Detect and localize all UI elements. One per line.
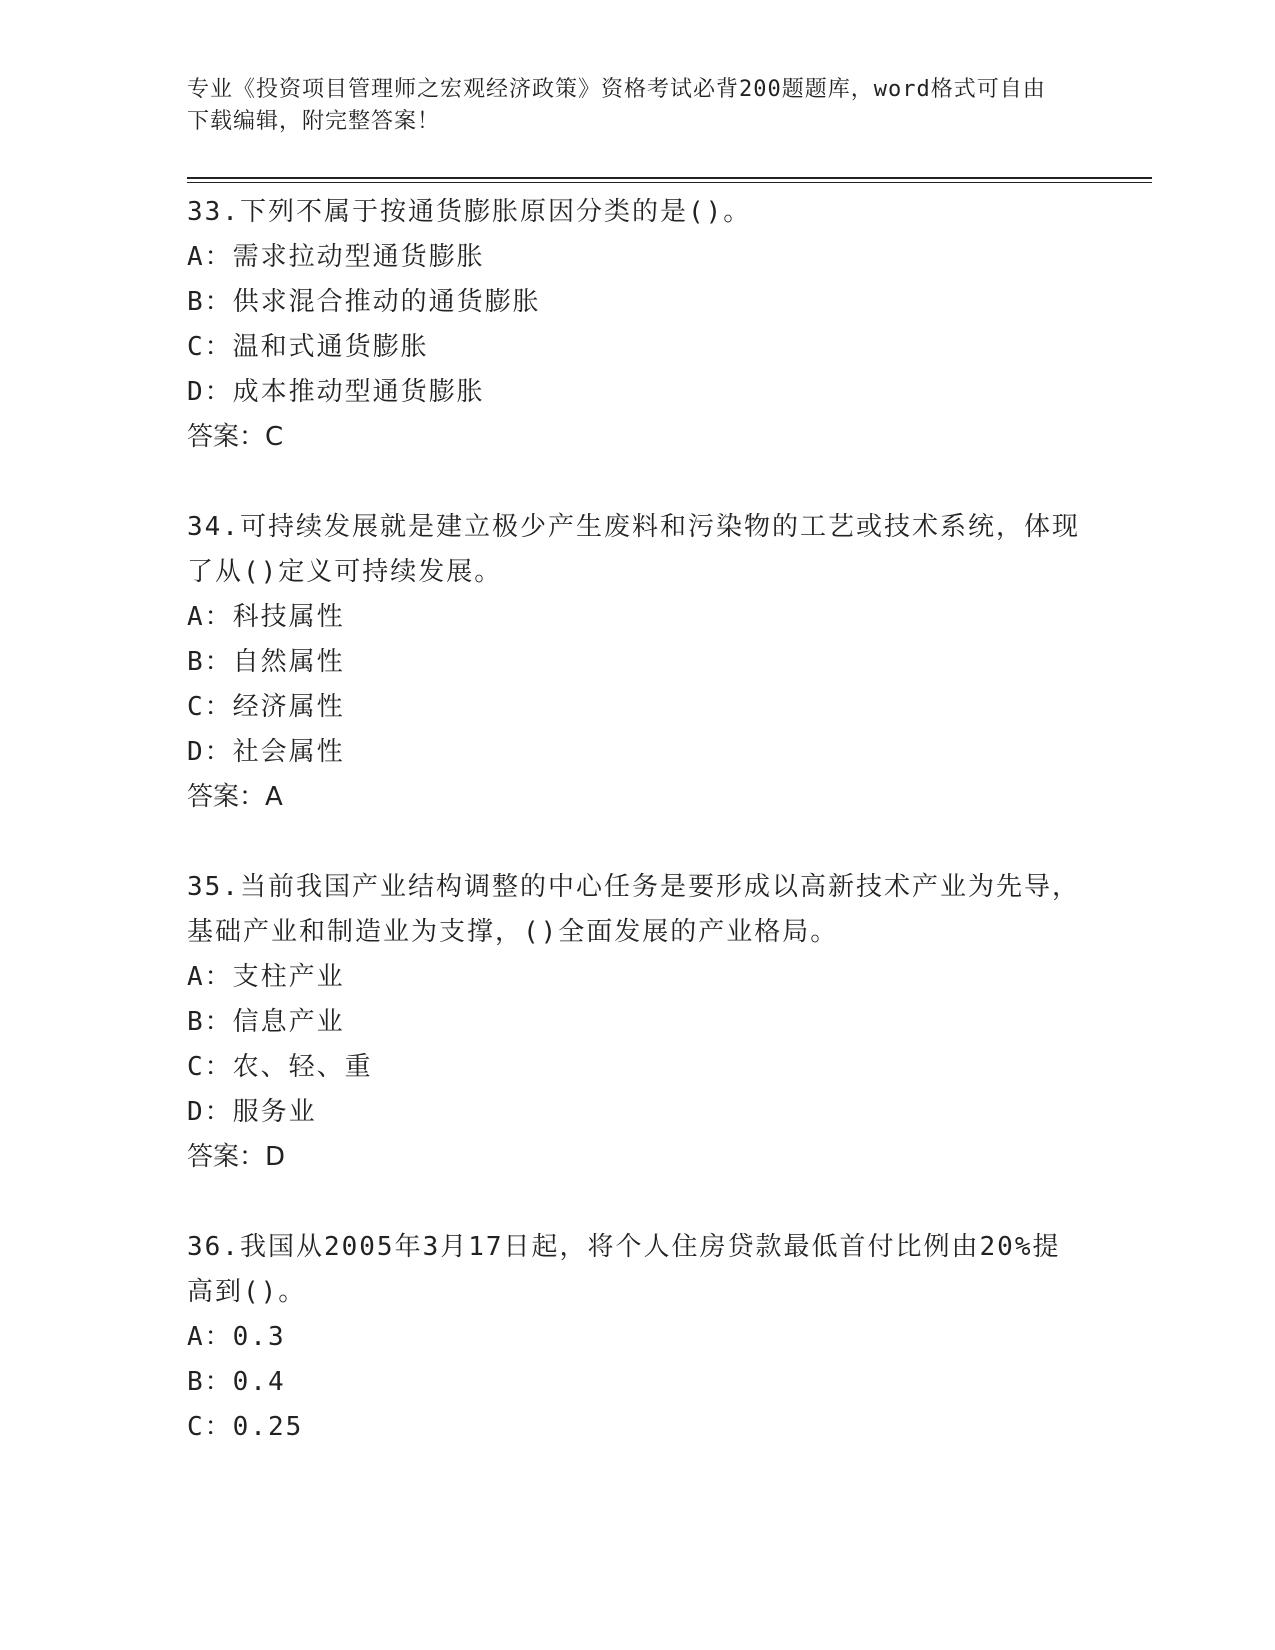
option-b: B：0.4 bbox=[187, 1367, 286, 1397]
header-rule-thin bbox=[187, 182, 1152, 183]
question-34 bbox=[187, 505, 1087, 820]
answer: 答案：C bbox=[187, 422, 284, 452]
question-35 bbox=[187, 865, 1087, 1180]
option-b: B：自然属性 bbox=[187, 647, 345, 677]
answer: 答案：A bbox=[187, 782, 283, 812]
option-d: D：社会属性 bbox=[187, 737, 345, 767]
header-text: 专业《投资项目管理师之宏观经济政策》资格考试必背200题题库，word格式可自由下载编辑，附完整答案！ bbox=[187, 77, 1046, 134]
question-list bbox=[187, 190, 1087, 1495]
answer: 答案：D bbox=[187, 1142, 286, 1172]
option-a: A：科技属性 bbox=[187, 602, 345, 632]
question-36 bbox=[187, 1225, 1087, 1450]
question-stem: 33.下列不属于按通货膨胀原因分类的是()。 bbox=[187, 197, 752, 227]
header-rule-thick bbox=[187, 177, 1152, 179]
option-c: C：0.25 bbox=[187, 1412, 304, 1442]
option-b: B：信息产业 bbox=[187, 1007, 345, 1037]
option-c: C：农、轻、重 bbox=[187, 1052, 373, 1082]
option-d: D：服务业 bbox=[187, 1097, 317, 1127]
option-c: C：经济属性 bbox=[187, 692, 345, 722]
option-a: A：支柱产业 bbox=[187, 962, 345, 992]
question-33 bbox=[187, 190, 1087, 460]
question-stem: 35.当前我国产业结构调整的中心任务是要形成以高新技术产业为先导，基础产业和制造业为支撑，()全面发展的产业格局。 bbox=[187, 872, 1080, 947]
option-b: B：供求混合推动的通货膨胀 bbox=[187, 287, 541, 317]
option-a: A：0.3 bbox=[187, 1322, 286, 1352]
option-c: C：温和式通货膨胀 bbox=[187, 332, 429, 362]
question-stem: 36.我国从2005年3月17日起，将个人住房贷款最低首付比例由20%提高到()。 bbox=[187, 1232, 1061, 1307]
option-d: D：成本推动型通货膨胀 bbox=[187, 377, 485, 407]
option-a: A：需求拉动型通货膨胀 bbox=[187, 242, 485, 272]
question-stem: 34.可持续发展就是建立极少产生废料和污染物的工艺或技术系统，体现了从()定义可持续发展。 bbox=[187, 512, 1080, 587]
document-header bbox=[187, 74, 1067, 138]
